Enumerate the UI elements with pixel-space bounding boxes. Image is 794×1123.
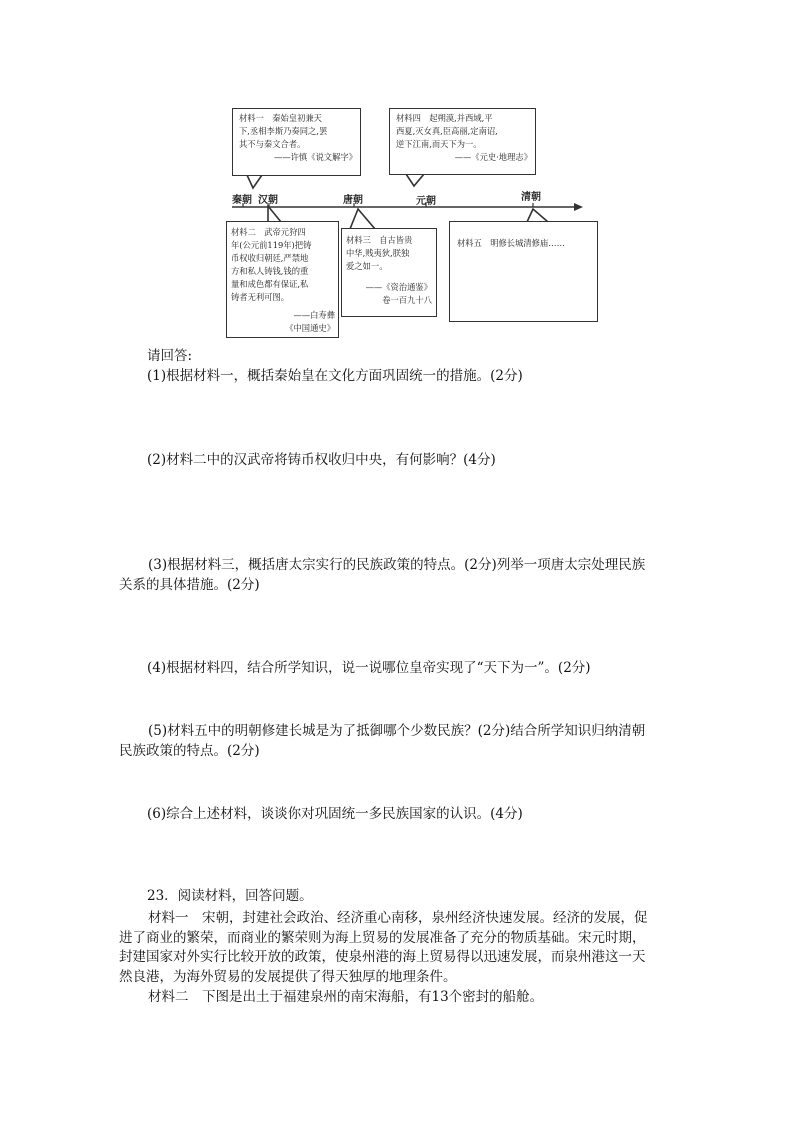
question-2: (2)材料二中的汉武帝将铸币权收归中央，有何影响？(4分) (147, 452, 496, 468)
question-4: (4)根据材料四，结合所学知识，说一说哪位皇帝实现了“天下为一”。(2分) (147, 660, 591, 676)
question-3: (3)根据材料三，概括唐太宗实行的民族政策的特点。(2分)列举一项唐太宗处理民族 关系的具体措施。(2分) (119, 557, 646, 593)
questions-intro: 请回答: (147, 348, 193, 364)
material-3-text: 材料三 自古皆贵 中华,贱夷狄,朕独 爱之如一。 ——《资治通鉴》 卷一百九十八 (346, 235, 432, 305)
question-5: (5)材料五中的明朝修建长城是为了抵御哪个少数民族？(2分)结合所学知识归纳清朝 民族政策的特点。(2分) (119, 723, 646, 759)
question-1: (1)根据材料一，概括秦始皇在文化方面巩固统一的措施。(2分) (147, 368, 523, 384)
section-23-title: 23．阅读材料，回答问题。 (147, 888, 313, 904)
section-23-material-1: 材料一 宋朝，封建社会政治、经济重心南移，泉州经济快速发展。经济的发展，促 进了商业的繁荣，而商业的繁荣则为海上贸易的发展准备了充分的物质基础。宋元时期， 封建国家对外实行比较开放的政策，使泉州港的海上贸易得以迅速发展，而泉州港这一天 然良港，为海外贸易的发展提供了得天独厚的地理条件。 (119, 910, 648, 985)
material-1-text: 材料一 秦始皇初兼天 下,丞相李斯乃奏同之,罢 其不与秦文合者。 ——许慎《说文解字》 (239, 113, 357, 162)
material-2-source: ——白寿彝 (293, 310, 335, 320)
material-5-text: 材料五 明修长城清修庙…… (457, 238, 565, 248)
section-23-material-2: 材料二 下图是出土于福建泉州的南宋海船，有13个密封的船舱。 (148, 989, 544, 1005)
era-tang: 唐朝 (343, 195, 363, 206)
era-yuan: 元朝 (416, 196, 436, 207)
material-2-text: 材料二 武帝元狩四 年(公元前119年)把铸 币权收归朝廷,严禁地 方和私人铸钱,钱的重 量和成色都有保证,私 铸者无利可图。 ——白寿彝 《中国通史》 (231, 227, 335, 333)
question-6: (6)综合上述材料，谈谈你对巩固统一多民族国家的认识。(4分) (147, 806, 523, 822)
material-4-text: 材料四 起朔漠,并西域,平 西夏,灭女真,臣高丽,定南诏, 逆下江南,而天下为一。 ——《元史·地理志》 (396, 113, 532, 162)
era-qing: 清朝 (521, 192, 541, 203)
timeline-arrow (574, 203, 583, 211)
material-1-source: ——许慎《说文解字》 (274, 152, 357, 162)
material-3-source: ——《资治通鉴》 (365, 282, 432, 292)
material-4-source: ——《元史·地理志》 (454, 152, 532, 162)
era-qin: 秦朝 (232, 195, 252, 206)
era-han: 汉朝 (258, 195, 278, 206)
